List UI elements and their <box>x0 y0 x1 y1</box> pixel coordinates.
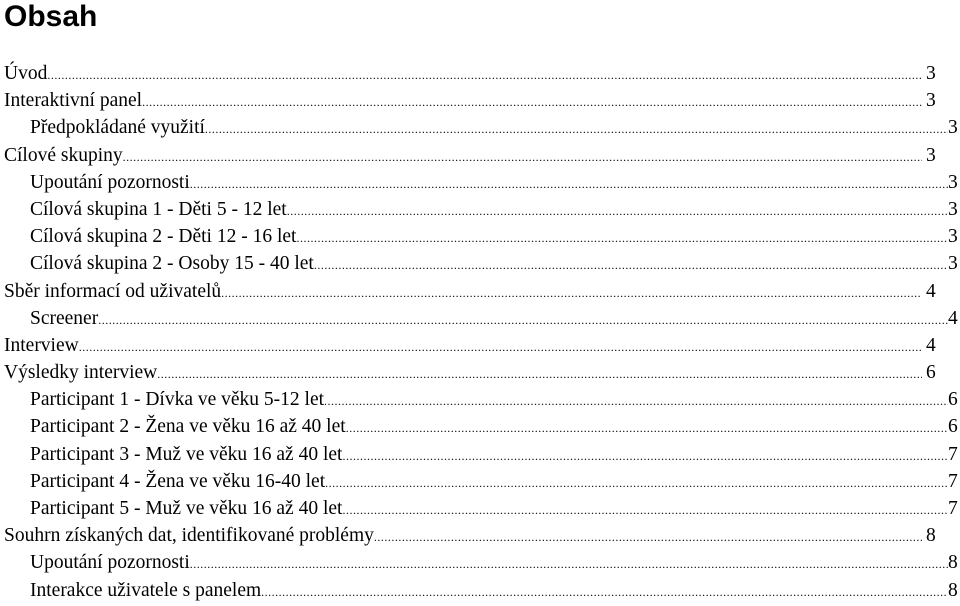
toc-entry[interactable] <box>0 305 960 332</box>
toc-entry-title: Předpokládané využití <box>30 117 205 139</box>
toc-entry-page: 7 <box>948 470 958 492</box>
toc-entry[interactable] <box>0 549 960 576</box>
toc-entry[interactable] <box>0 250 960 277</box>
toc-entry-page: 4 <box>926 334 936 356</box>
toc-entry[interactable] <box>0 196 960 223</box>
toc-entry-page: 7 <box>948 443 958 465</box>
toc-entry-title: Upoutání pozornosti <box>30 552 190 574</box>
toc-entry-page: 6 <box>948 389 958 411</box>
toc-entry-title: Participant 3 - Muž ve věku 16 až 40 let <box>30 443 343 465</box>
dot-leader <box>79 334 922 361</box>
toc-entry[interactable] <box>0 468 960 495</box>
toc-entry[interactable] <box>0 359 960 386</box>
toc-entry[interactable] <box>0 522 960 549</box>
toc-entry-page: 3 <box>948 253 958 275</box>
toc-entry[interactable] <box>0 495 960 522</box>
dot-leader <box>346 415 948 442</box>
toc-entry-title: Cílová skupina 1 - Děti 5 - 12 let <box>30 198 287 220</box>
toc-entry-page: 3 <box>926 63 936 84</box>
dot-leader <box>374 524 922 551</box>
toc-entry-title: Výsledky interview <box>4 362 158 384</box>
toc-entry-page: 4 <box>948 307 958 329</box>
toc-entry-title: Cílová skupina 2 - Děti 12 - 16 let <box>30 226 297 248</box>
toc-entry[interactable] <box>0 441 960 468</box>
toc-entry[interactable] <box>0 577 960 604</box>
dot-leader <box>142 89 922 116</box>
toc-entry-title: Upoutání pozornosti <box>30 171 190 193</box>
dot-leader <box>190 551 948 578</box>
toc-entry-page: 6 <box>926 362 936 384</box>
toc-entry[interactable] <box>0 169 960 196</box>
dot-leader <box>287 198 948 225</box>
toc-entry-title: Participant 2 - Žena ve věku 16 až 40 let <box>30 416 346 438</box>
toc-entry-page: 3 <box>948 198 958 220</box>
dot-leader <box>342 497 948 524</box>
toc-entry-page: 3 <box>948 117 958 139</box>
dot-leader <box>98 307 948 334</box>
dot-leader <box>342 443 948 470</box>
toc-entry-title: Screener <box>30 307 99 329</box>
toc-entry-page: 3 <box>948 226 958 248</box>
dot-leader <box>205 116 948 143</box>
toc-entry-title: Interakce uživatele s panelem <box>30 579 262 601</box>
dot-leader <box>221 280 922 307</box>
dot-leader <box>190 171 948 198</box>
toc-entry-page: 3 <box>948 171 958 193</box>
toc-entry-page: 8 <box>926 525 936 547</box>
toc-entry[interactable] <box>0 87 960 114</box>
toc-entry-title: Souhrn získaných dat, identifikované problémy <box>4 525 374 547</box>
toc-entry[interactable] <box>0 278 960 305</box>
table-of-contents <box>0 60 960 604</box>
dot-leader <box>296 225 948 252</box>
toc-entry[interactable] <box>0 223 960 250</box>
dot-leader <box>325 470 948 497</box>
toc-entry-title: Úvod <box>4 63 48 84</box>
toc-entry-title: Interaktivní panel <box>4 90 143 112</box>
toc-entry-page: 4 <box>926 280 936 302</box>
toc-entry-title: Sběr informací od uživatelů <box>4 280 222 302</box>
toc-entry-title: Cílová skupina 2 - Osoby 15 - 40 let <box>30 253 314 275</box>
toc-entry-page: 7 <box>948 498 958 519</box>
dot-leader <box>123 144 922 171</box>
toc-entry-title: Interview <box>4 334 79 356</box>
toc-entry-title: Participant 4 - Žena ve věku 16-40 let <box>30 470 326 492</box>
page-title: Obsah <box>4 0 98 33</box>
toc-entry[interactable] <box>0 386 960 413</box>
toc-entry[interactable] <box>0 142 960 169</box>
dot-leader <box>314 252 948 279</box>
dot-leader <box>157 361 922 388</box>
toc-entry[interactable] <box>0 413 960 440</box>
toc-entry[interactable] <box>0 60 960 87</box>
dot-leader <box>47 62 922 89</box>
toc-entry-page: 8 <box>948 552 958 574</box>
toc-entry-page: 6 <box>948 416 958 438</box>
toc-entry-title: Cílové skupiny <box>4 144 123 166</box>
toc-entry-title: Participant 1 - Dívka ve věku 5-12 let <box>30 389 325 411</box>
toc-entry-page: 3 <box>926 144 936 166</box>
toc-entry-page: 3 <box>926 90 936 112</box>
toc-entry[interactable] <box>0 114 960 141</box>
dot-leader <box>261 579 948 606</box>
toc-entry-title: Participant 5 - Muž ve věku 16 až 40 let <box>30 498 343 519</box>
toc-entry[interactable] <box>0 332 960 359</box>
dot-leader <box>324 388 948 415</box>
toc-entry-page: 8 <box>948 579 958 601</box>
